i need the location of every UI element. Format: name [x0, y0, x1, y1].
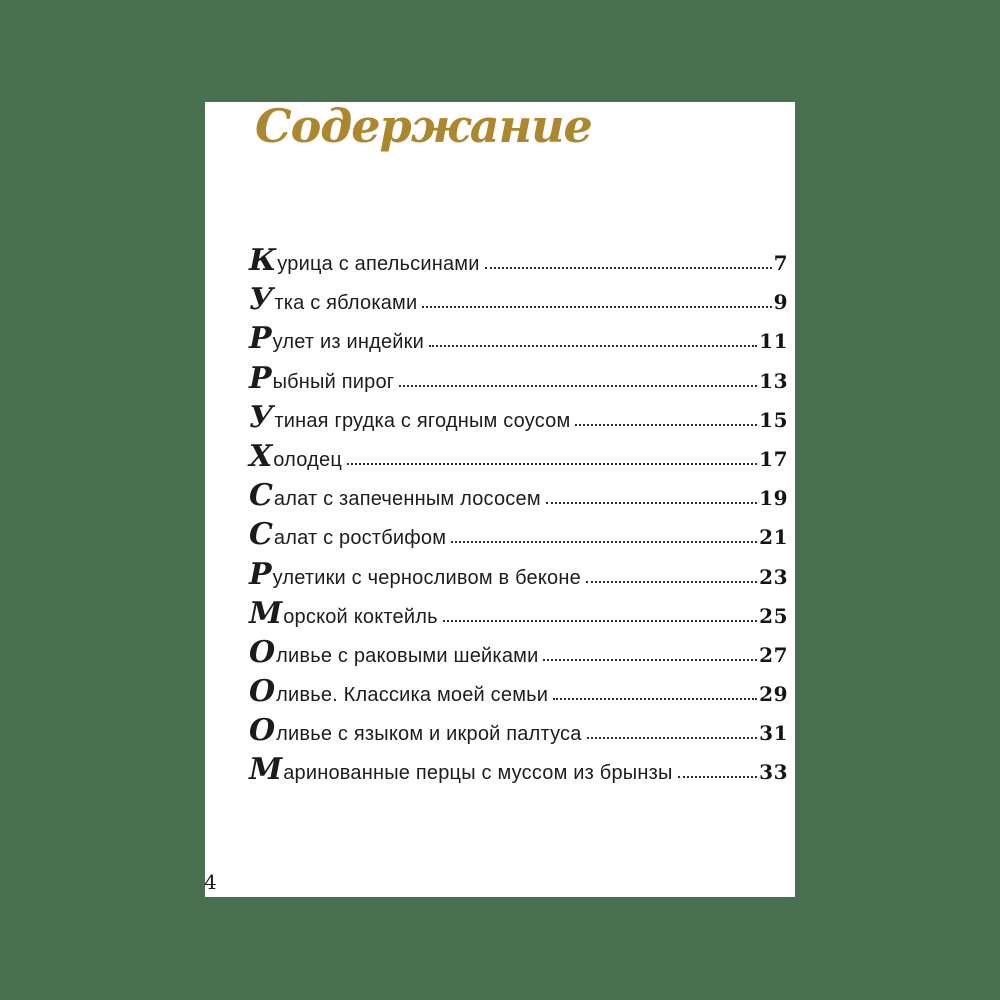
toc-entry-dropcap: У: [249, 282, 274, 318]
dot-leader: [347, 463, 757, 465]
toc-entry-title: алат с ростбифом: [273, 527, 447, 550]
toc-entry-page-number: 13: [759, 368, 788, 393]
toc-entry-page-number: 25: [759, 603, 788, 628]
dot-leader: [546, 502, 757, 504]
toc-entry-title: тиная грудка с ягодным соусом: [274, 409, 571, 432]
toc-entry-page-number: 11: [759, 329, 788, 354]
toc-page: [204, 99, 795, 897]
toc-entry-title: аринованные перцы с муссом из брынзы: [283, 762, 673, 785]
toc-entry-page-number: 21: [759, 525, 788, 550]
toc-entry-title: ыбный пирог: [272, 370, 395, 393]
toc-entry-dropcap: У: [249, 399, 274, 435]
toc-entry-title: ливье с языком и икрой палтуса: [276, 723, 582, 746]
toc-entry-page-number: 23: [759, 564, 788, 589]
dot-leader: [553, 698, 757, 700]
toc-entry-dropcap: М: [249, 595, 283, 631]
toc-entry-title: урица с апельсинами: [277, 253, 480, 275]
toc-entry-page-number: 29: [759, 682, 788, 707]
toc-entry-dropcap: Р: [249, 556, 272, 592]
toc-entry-dropcap: О: [249, 674, 276, 710]
toc-entry-title: ливье. Классика моей семьи: [276, 684, 549, 707]
toc-entry: [249, 674, 788, 710]
toc-entry-title: алат с запеченным лососем: [273, 488, 541, 511]
toc-entry-dropcap: Р: [249, 360, 272, 396]
toc-entry-page-number: 7: [773, 251, 788, 275]
toc-entry-title: улет из индейки: [272, 331, 424, 354]
dot-leader: [443, 620, 757, 622]
toc-entry-page-number: 9: [773, 290, 788, 315]
dot-leader: [575, 424, 757, 426]
toc-entry-title: олодец: [273, 448, 342, 471]
toc-entry-title: улетики с черносливом в беконе: [272, 566, 581, 589]
toc-entry-page-number: 17: [759, 446, 788, 471]
folio-page-number: 4: [204, 870, 217, 894]
toc-entry-page-number: 19: [759, 486, 788, 511]
toc-entry-dropcap: О: [249, 634, 276, 670]
toc-entry-dropcap: М: [249, 752, 283, 788]
toc-entry-title: тка с яблоками: [274, 292, 418, 315]
toc-list: [249, 243, 788, 796]
toc-entry: [249, 517, 788, 553]
toc-entry: [249, 360, 788, 396]
dot-leader: [678, 776, 758, 778]
toc-entry: [249, 478, 788, 514]
toc-entry-title: ливье с раковыми шейками: [276, 644, 539, 667]
toc-entry: [249, 438, 788, 474]
toc-entry-dropcap: О: [249, 713, 276, 749]
toc-entry: [249, 595, 788, 631]
page-title: Содержание: [255, 99, 592, 153]
toc-entry-page-number: 33: [759, 760, 788, 785]
toc-entry: [249, 556, 788, 592]
toc-entry: [249, 243, 788, 278]
dot-leader: [587, 737, 758, 739]
dot-leader: [586, 581, 757, 583]
toc-entry: [249, 399, 788, 435]
toc-entry-dropcap: К: [249, 243, 277, 278]
dot-leader: [399, 385, 757, 387]
dot-leader: [429, 345, 757, 347]
toc-entry: [249, 321, 788, 357]
dot-leader: [543, 659, 757, 661]
toc-entry-dropcap: С: [249, 517, 273, 553]
toc-entry-page-number: 31: [759, 721, 788, 746]
dot-leader: [485, 267, 772, 269]
toc-entry-dropcap: С: [249, 478, 273, 514]
toc-entry-dropcap: Х: [249, 438, 273, 474]
toc-entry: [249, 282, 788, 318]
toc-entry-dropcap: Р: [249, 321, 272, 357]
toc-entry: [249, 752, 788, 788]
toc-entry-page-number: 15: [759, 407, 788, 432]
toc-entry-page-number: 27: [759, 642, 788, 667]
dot-leader: [422, 306, 771, 308]
dot-leader: [451, 541, 757, 543]
toc-entry-title: орской коктейль: [283, 605, 438, 628]
toc-entry: [249, 713, 788, 749]
toc-entry: [249, 634, 788, 670]
